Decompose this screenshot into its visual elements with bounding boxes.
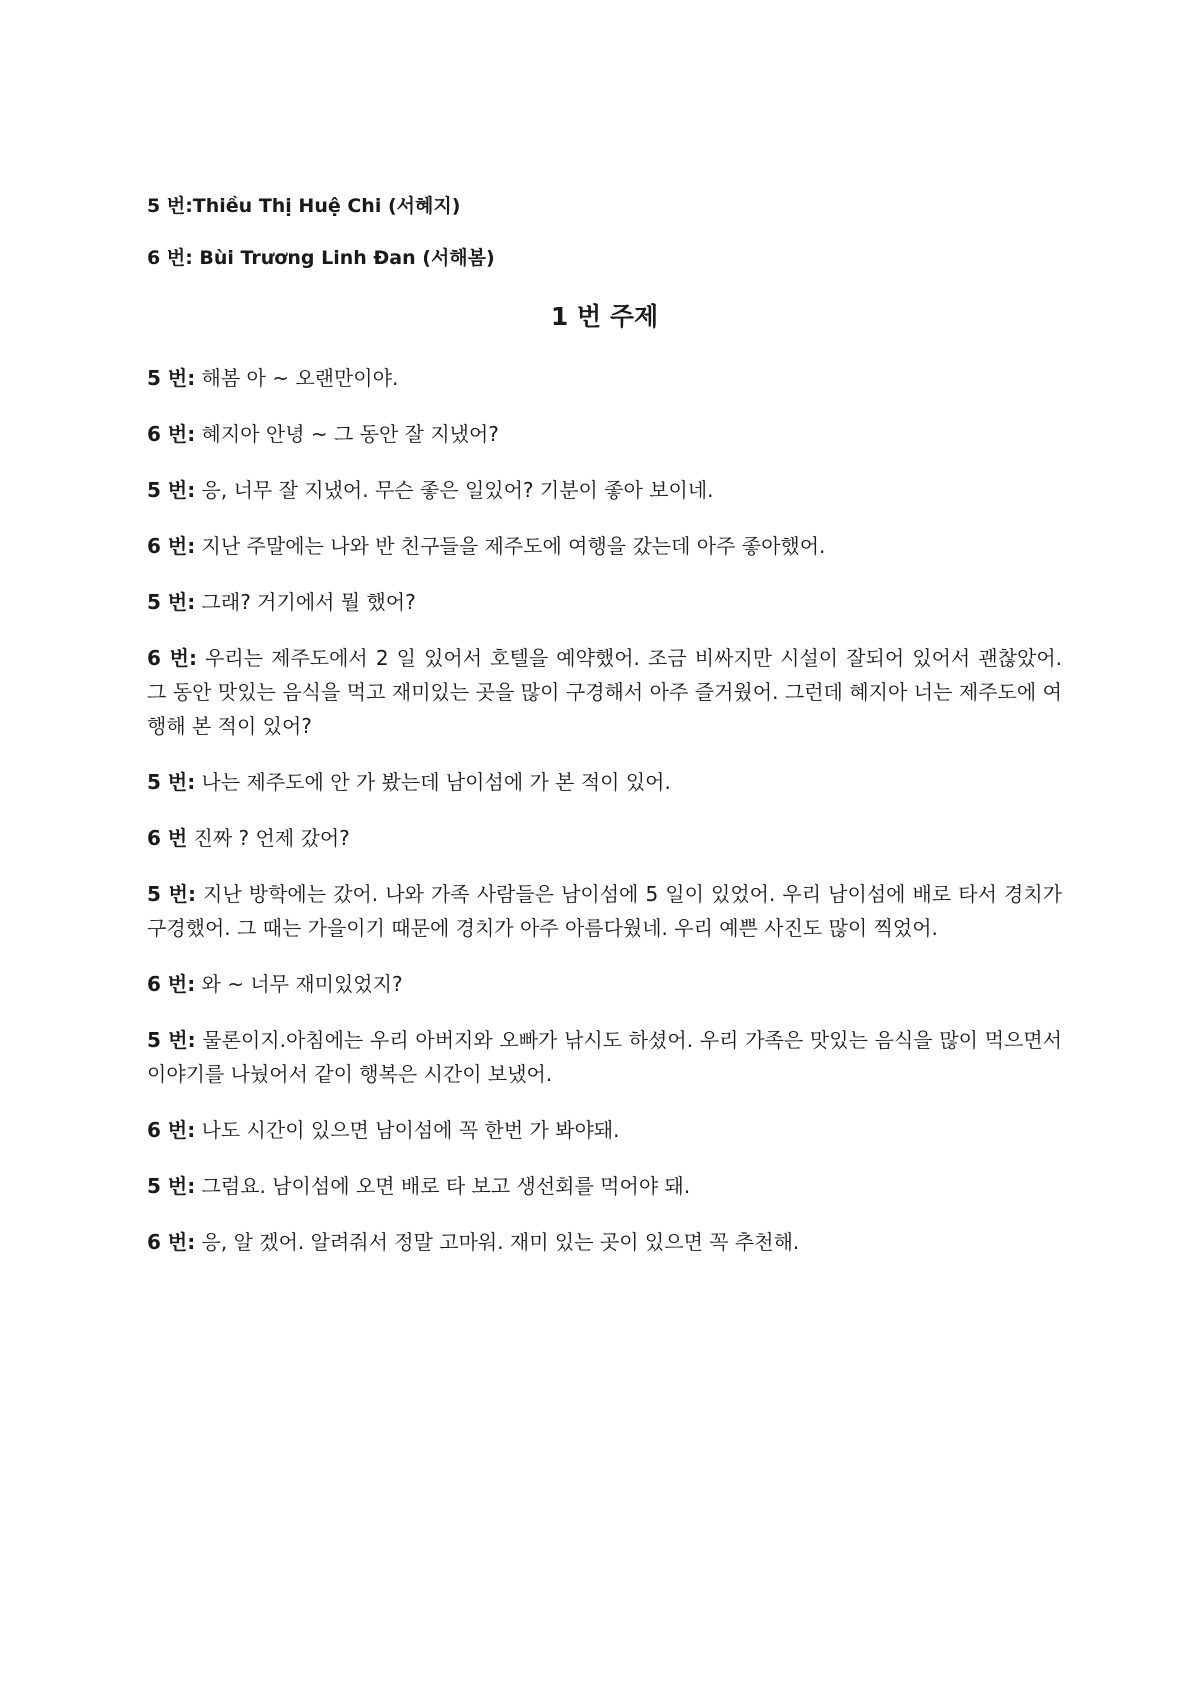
speaker-label: 5 번: [147,590,196,614]
dialogue-text: 그래? 거기에서 뭘 했어? [195,590,416,614]
speaker-label: 5 번: [147,770,196,794]
dialogue-line [147,967,1062,1001]
dialogue-text: 지난 주말에는 나와 반 친구들을 제주도에 여행을 갔는데 아주 좋아했어. [195,534,826,558]
dialogue-text: 응, 알 겠어. 알려줘서 정말 고마워. 재미 있는 곳이 있으면 꼭 추천해. [195,1230,800,1254]
dialogue-text: 우리는 제주도에서 2 일 있어서 호텔을 예약했어. 조금 비싸지만 시설이 잘되어 있어서 괜찮았어. 그 동안 맛있는 음식을 먹고 재미있는 곳을 많이 구경해서 아주 즐거웠어. 그런데 혜지아 너는 제주도에 여행해 본 적이 있어? [147,646,1062,738]
speaker-label: 6 번 [147,826,188,850]
speaker-label: 5 번: [147,366,196,390]
dialogue-line [147,765,1062,799]
dialogue-text: 와 ~ 너무 재미있었지? [195,972,403,996]
speaker-label: 6 번: [147,646,197,670]
dialogue-line [147,1169,1062,1203]
speaker-label: 5 번: [147,882,196,906]
speaker-label: 6 번: [147,972,196,996]
document-page [147,192,1062,1281]
dialogue-text: 그럼요. 남이섬에 오면 배로 타 보고 생선회를 먹어야 돼. [195,1174,691,1198]
dialogue-text: 나도 시간이 있으면 남이섬에 꼭 한번 가 봐야돼. [195,1118,620,1142]
speaker-label: 5 번: [147,1028,196,1052]
dialogue-line [147,877,1062,945]
topic-title: 1 번 주제 [550,302,659,331]
dialogue-line [147,641,1062,743]
participant-6: 6 번: Bùi Trương Linh Đan (서해봄) [147,247,495,269]
dialogue-line [147,585,1062,619]
speaker-label: 6 번: [147,534,196,558]
dialogue-line [147,417,1062,451]
dialogue-line [147,473,1062,507]
speaker-label: 5 번: [147,478,196,502]
dialogue-text: 해봄 아 ~ 오랜만이야. [195,366,399,390]
dialogue-text: 물론이지.아침에는 우리 아버지와 오빠가 낚시도 하셨어. 우리 가족은 맛있는 음식을 많이 먹으면서 이야기를 나눴어서 같이 행복은 시간이 보냈어. [147,1028,1062,1086]
speaker-label: 6 번: [147,1230,196,1254]
dialogue-text: 지난 방학에는 갔어. 나와 가족 사람들은 남이섬에 5 일이 있었어. 우리 남이섬에 배로 타서 경치가 구경했어. 그 때는 가을이기 때문에 경치가 아주 아름다웠네. 우리 예쁜 사진도 많이 찍었어. [147,882,1062,940]
dialogue-text: 나는 제주도에 안 가 봤는데 남이섬에 가 본 적이 있어. [195,770,671,794]
dialogue-text: 응, 너무 잘 지냈어. 무슨 좋은 일있어? 기분이 좋아 보이네. [195,478,714,502]
dialogue-line [147,529,1062,563]
participant-5: 5 번:Thiều Thị Huệ Chi (서혜지) [147,195,461,217]
speaker-label: 5 번: [147,1174,196,1198]
dialogue-text: 진짜 ? 언제 갔어? [187,826,350,850]
dialogue-line [147,361,1062,395]
dialogue-line [147,1225,1062,1259]
dialogue [147,361,1062,1259]
dialogue-text: 혜지아 안녕 ~ 그 동안 잘 지냈어? [195,422,499,446]
dialogue-line [147,821,1062,855]
speaker-label: 6 번: [147,1118,196,1142]
dialogue-line [147,1113,1062,1147]
speaker-label: 6 번: [147,422,196,446]
dialogue-line [147,1023,1062,1091]
